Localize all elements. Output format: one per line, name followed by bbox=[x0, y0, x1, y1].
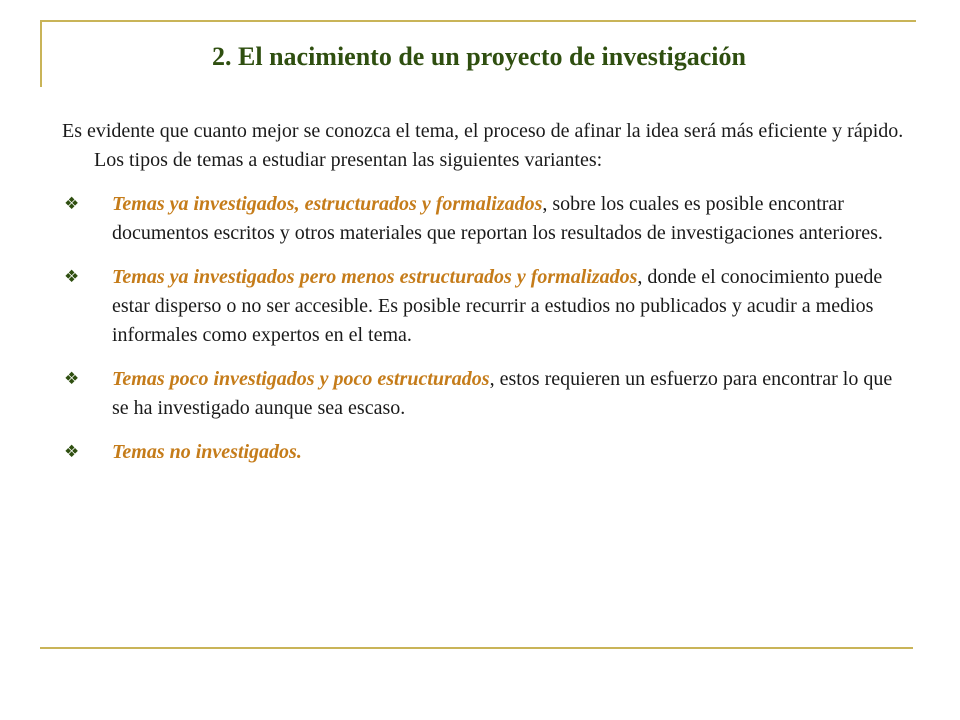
bullet-emphasis: Temas poco investigados y poco estructurados bbox=[112, 368, 490, 390]
bullet-item bbox=[62, 365, 908, 423]
slide-body bbox=[62, 117, 908, 482]
bullet-text: , sobre los cuales es posible encontrar documentos escritos y otros materiales que reportan los resultados de investigaciones anteriores. bbox=[112, 193, 883, 244]
frame-top-rule bbox=[40, 20, 916, 22]
bullet-text: , estos requieren un esfuerzo para encontrar lo que se ha investigado aunque sea escaso. bbox=[112, 368, 893, 419]
bullet-emphasis: Temas no investigados. bbox=[112, 441, 302, 463]
frame-bottom-rule bbox=[40, 647, 913, 649]
bullet-item bbox=[62, 438, 908, 467]
diamond-bullet-icon: ❖ bbox=[64, 267, 80, 287]
diamond-bullet-icon: ❖ bbox=[64, 369, 80, 389]
slide-title: 2. El nacimiento de un proyecto de investigación bbox=[212, 42, 746, 71]
bullet-emphasis: Temas ya investigados, estructurados y formalizados bbox=[112, 193, 543, 215]
bullet-emphasis: Temas ya investigados pero menos estructurados y formalizados bbox=[112, 266, 638, 288]
bullet-item bbox=[62, 190, 908, 248]
diamond-bullet-icon: ❖ bbox=[64, 442, 80, 462]
intro-paragraph: Es evidente que cuanto mejor se conozca el tema, el proceso de afinar la idea será más eficiente y rápido. Los tipos de temas a estudiar presentan las siguientes variantes: bbox=[62, 120, 904, 171]
diamond-bullet-icon: ❖ bbox=[64, 194, 80, 214]
bullet-item bbox=[62, 263, 908, 350]
bullet-text: , donde el conocimiento puede estar disperso o no ser accesible. Es posible recurrir a estudios no publicados y acudir a medios informales como expertos en el tema. bbox=[112, 266, 883, 346]
